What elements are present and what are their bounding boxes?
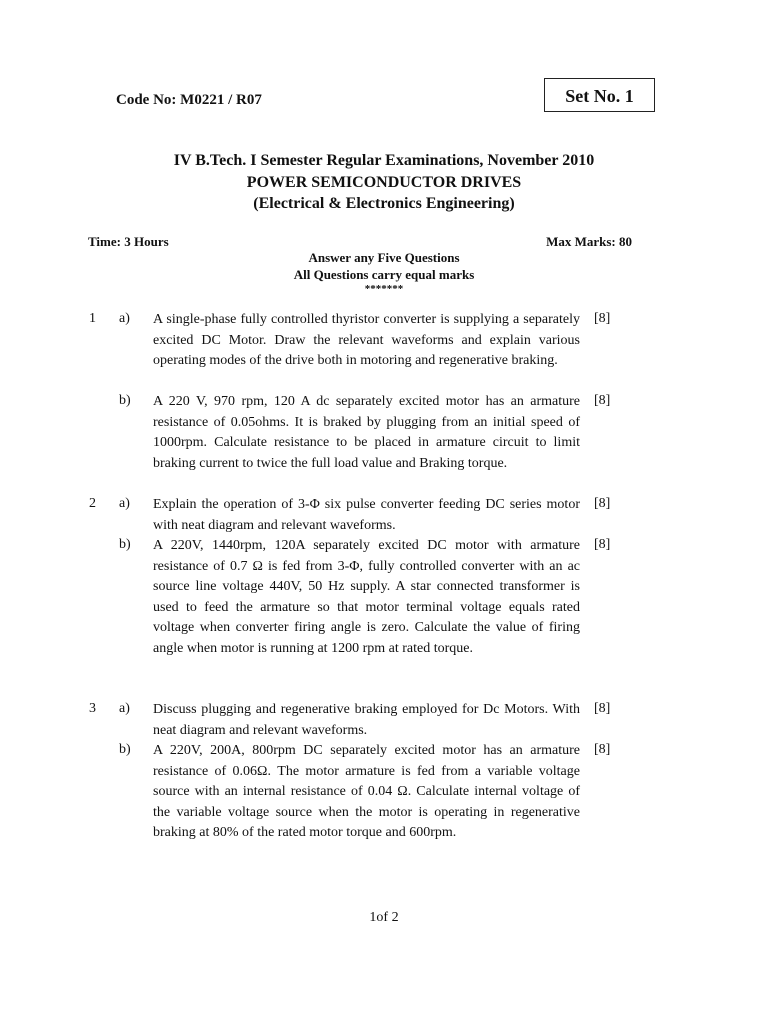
marks-label: [8] [594,537,611,552]
part-label: b) [119,742,131,757]
time-allowed: Time: 3 Hours [88,234,169,249]
subject-title: POWER SEMICONDUCTOR DRIVES [246,174,522,191]
instruction-answer: Answer any Five Questions [308,250,460,265]
page-number: 1of 2 [369,910,399,925]
question-number: 1 [89,311,96,326]
question-text: A single-phase fully controlled thyristor converter is supplying a separately excited DC Motor. Draw the relevant waveforms and explain various operating modes of the drive both in motoring and regenerative braking. [153,312,580,368]
exam-title: IV B.Tech. I Semester Regular Examinations, November 2010 [173,152,595,169]
part-label: a) [119,496,130,511]
marks-label: [8] [594,311,611,326]
branch-title: (Electrical & Electronics Engineering) [253,195,515,212]
question-text: A 220V, 200A, 800rpm DC separately excited motor has an armature resistance of 0.06Ω. The motor armature is fed from a variable voltage source with an internal resistance of 0.04 Ω. Calculate internal voltage of the variable voltage source when the motor is operating in regenerative braking at 80% of the rated motor torque and 600rpm. [153,743,580,840]
question-text: A 220V, 1440rpm, 120A separately excited DC motor with armature resistance of 0.7 Ω is fed from 3-Φ, fully controlled converter with an ac source line voltage 440V, 50 Hz supply. A star connected transformer is used to feed the armature so that motor terminal voltage equals rated voltage when converter firing angle is zero. Calculate the value of firing angle when motor is running at 1200 rpm at rated torque. [153,538,580,656]
marks-label: [8] [594,701,611,716]
marks-label: [8] [594,496,611,511]
marks-label: [8] [594,742,611,757]
part-label: a) [119,701,130,716]
question-text: Discuss plugging and regenerative braking employed for Dc Motors. With neat diagram and relevant waveforms. [153,702,580,738]
question-number: 3 [89,701,96,716]
part-label: b) [119,393,131,408]
marks-label: [8] [594,393,611,408]
question-text: A 220 V, 970 rpm, 120 A dc separately excited motor has an armature resistance of 0.05ohms. It is braked by plugging from an initial speed of 1000rpm. Calculate resistance to be placed in armature circuit to limit braking current to twice the full load value and Braking torque. [153,394,580,471]
part-label: b) [119,537,131,552]
question-text: Explain the operation of 3-Φ six pulse converter feeding DC series motor with neat diagram and relevant waveforms. [153,497,580,533]
code-number: Code No: M0221 / R07 [116,92,262,108]
separator-stars: ******* [364,283,404,295]
question-number: 2 [89,496,96,511]
max-marks: Max Marks: 80 [546,234,632,249]
instruction-equal-marks: All Questions carry equal marks [293,267,475,282]
set-number-box: Set No. 1 [544,78,655,112]
part-label: a) [119,311,130,326]
